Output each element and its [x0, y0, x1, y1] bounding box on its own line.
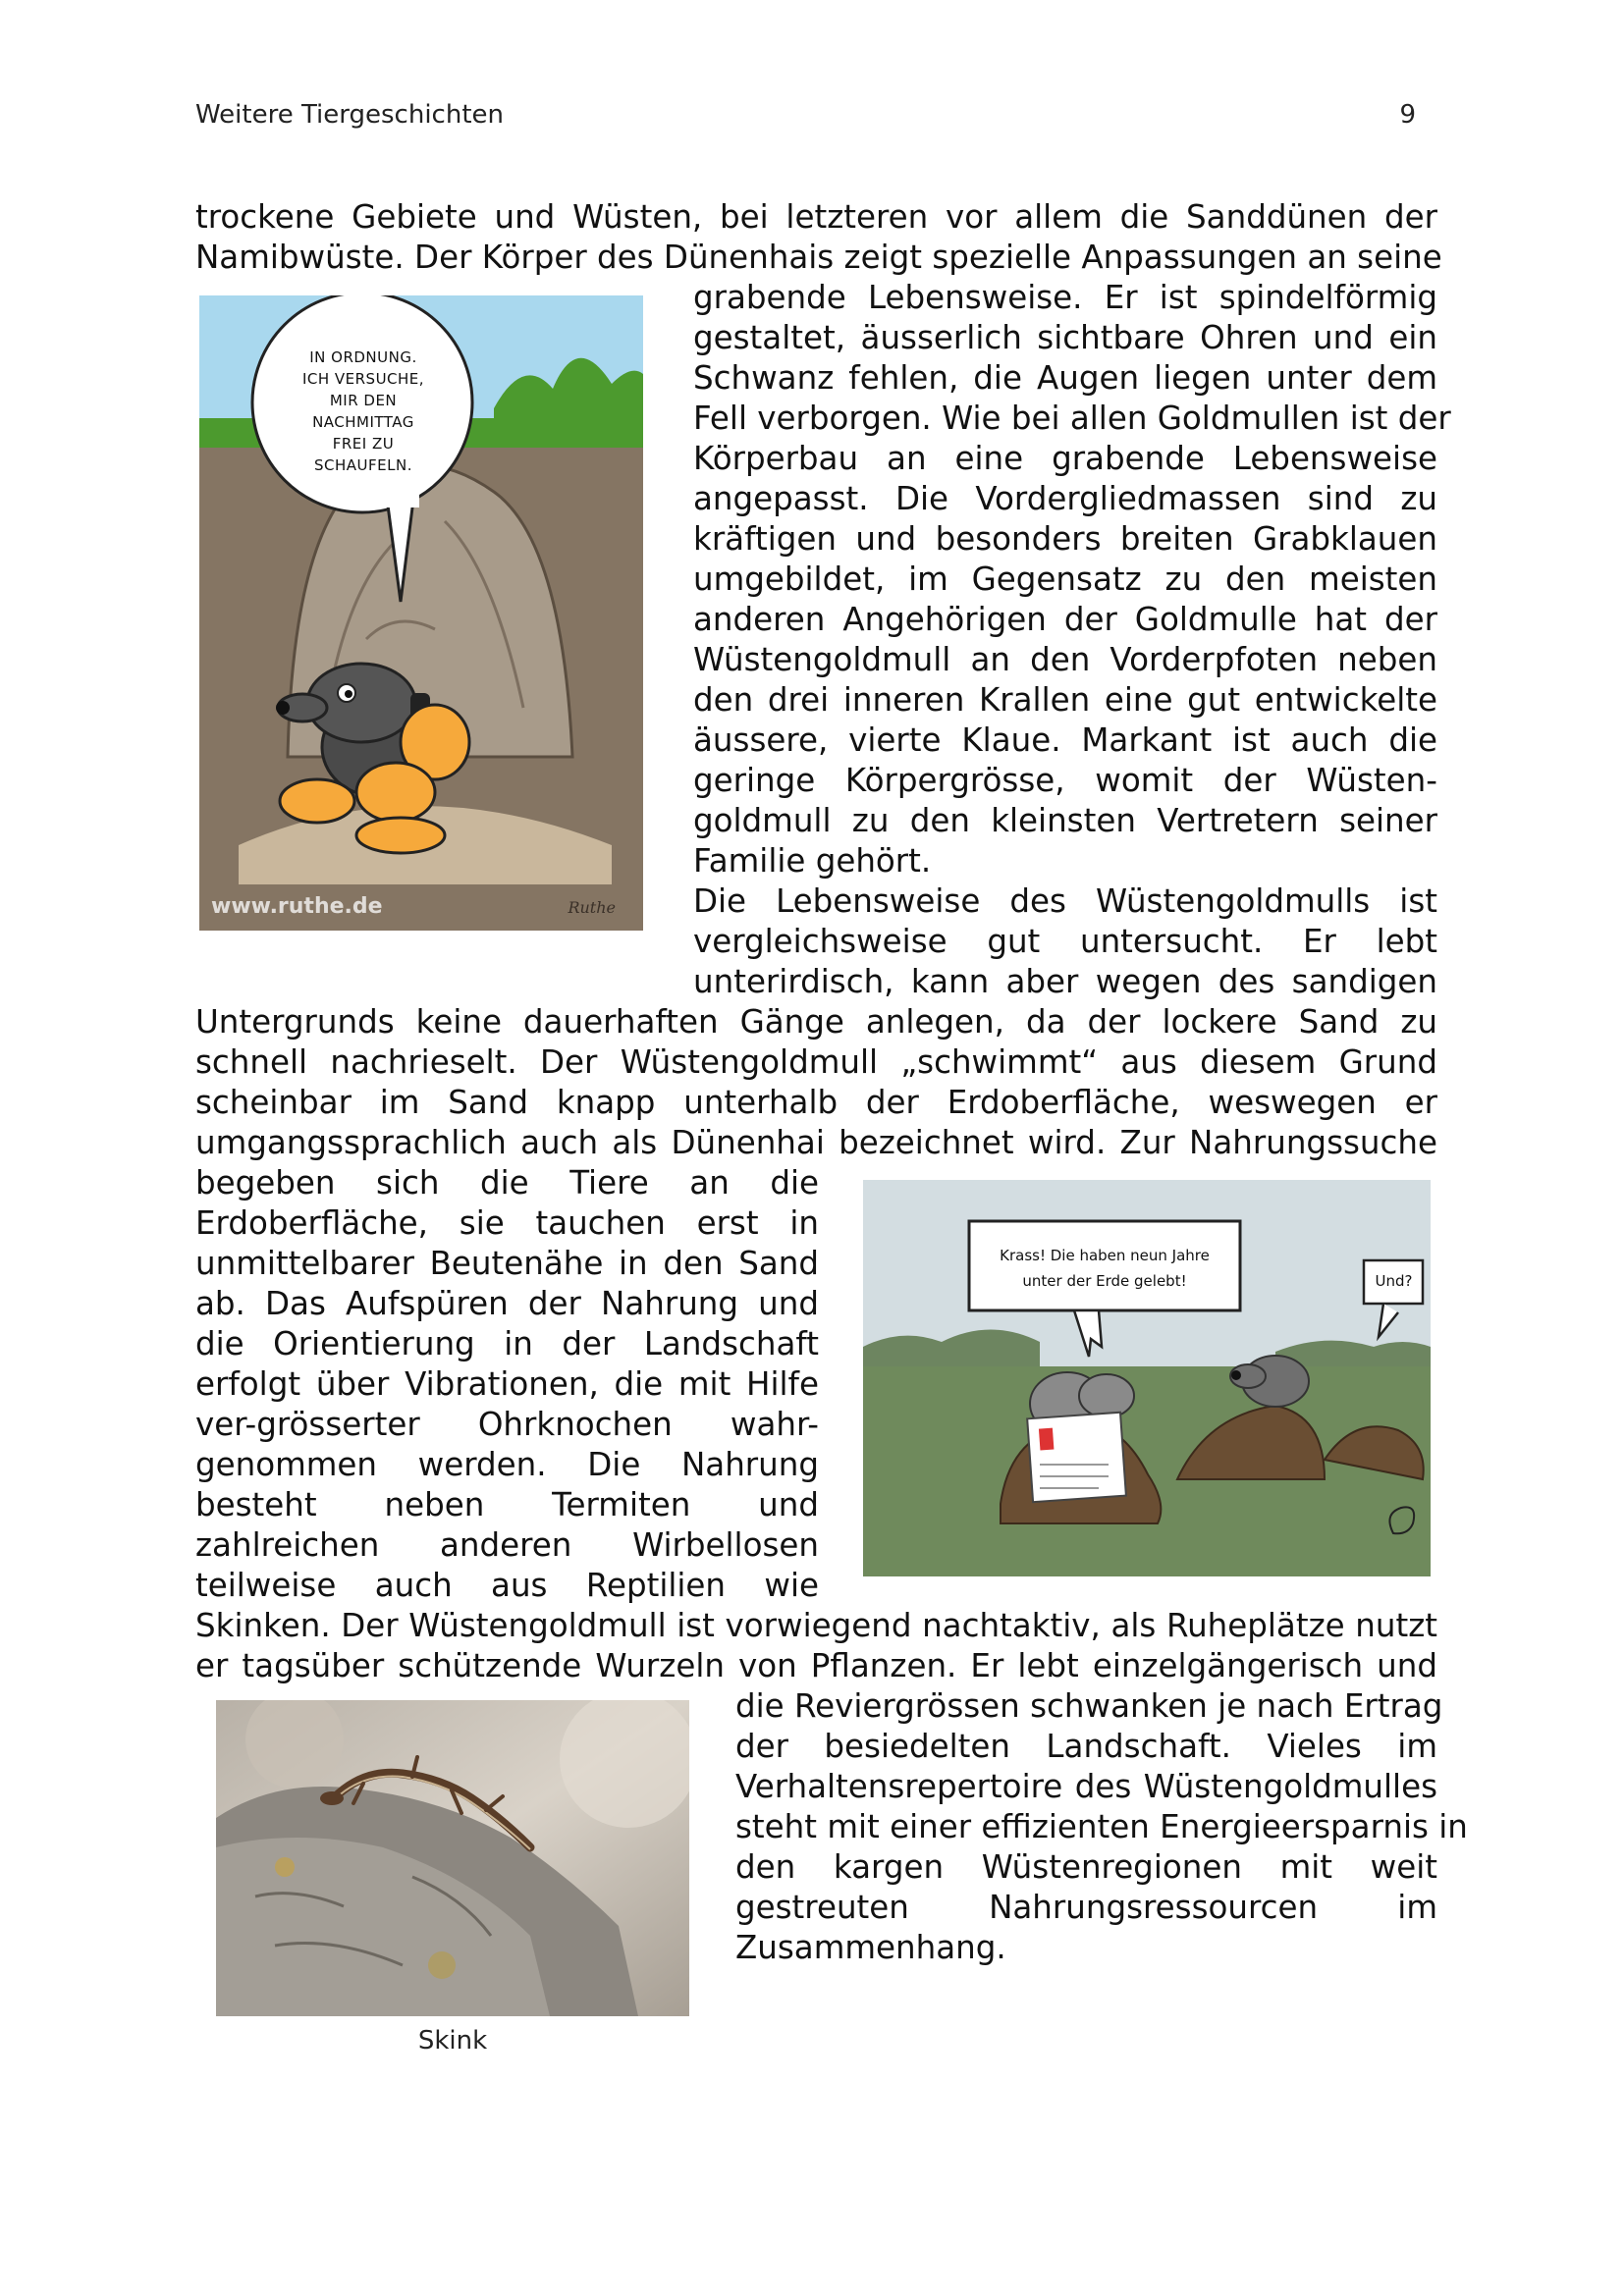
cartoon1-signature: Ruthe: [568, 898, 616, 917]
skink-photo: [216, 1700, 689, 2016]
text-line: grabende Lebensweise. Er ist spindelförmig: [693, 279, 1437, 316]
text-line: den drei inneren Krallen eine gut entwickelte: [693, 681, 1437, 719]
running-header-title: Weitere Tiergeschichten: [195, 100, 504, 130]
text-line: genommen werden. Die Nahrung: [195, 1446, 819, 1483]
text-line: Erdoberfläche, sie tauchen erst in: [195, 1204, 819, 1242]
text-line: den kargen Wüstenregionen mit weit: [735, 1848, 1437, 1886]
text-line: kräftigen und besonders breiten Grabklauen: [693, 520, 1437, 558]
text-line: Verhaltensrepertoire des Wüstengoldmulles: [735, 1768, 1437, 1805]
text-line: Zusammenhang.: [735, 1929, 1006, 1966]
text-line: anderen Angehörigen der Goldmulle hat der: [693, 601, 1437, 638]
cartoon1-speech-text: [270, 347, 457, 476]
moles-newspaper-cartoon-art: [863, 1180, 1431, 1576]
text-line: umgangssprachlich auch als Dünenhai bezeichnet wird. Zur Nahrungssuche: [195, 1124, 1437, 1161]
moles-newspaper-cartoon: [863, 1180, 1431, 1576]
text-line: Schwanz fehlen, die Augen liegen unter dem: [693, 359, 1437, 397]
speech-line: unter der Erde gelebt!: [1022, 1272, 1187, 1290]
text-line: zahlreichen anderen Wirbellosen: [195, 1526, 819, 1564]
text-line: trockene Gebiete und Wüsten, bei letzteren vor allem die Sanddünen der: [195, 198, 1437, 236]
text-line: äussere, vierte Klaue. Markant ist auch die: [693, 721, 1437, 759]
page-number: 9: [1399, 100, 1416, 130]
text-line: die Orientierung in der Landschaft: [195, 1325, 819, 1362]
speech-line: IN ORDNUNG.: [309, 348, 417, 366]
text-line: schnell nachrieselt. Der Wüstengoldmull „schwimmt“ aus diesem Grund: [195, 1043, 1437, 1081]
text-line: Körperbau an eine grabende Lebensweise: [693, 440, 1437, 477]
text-line: unmittelbarer Beutenähe in den Sand: [195, 1245, 819, 1282]
text-line: er tagsüber schützende Wurzeln von Pflanzen. Er lebt einzelgängerisch und: [195, 1647, 1437, 1684]
skink-photo-art: [216, 1700, 689, 2016]
text-line: umgebildet, im Gegensatz zu den meisten: [693, 561, 1437, 598]
skink-caption: Skink: [417, 2026, 488, 2056]
speech-line: NACHMITTAG: [312, 413, 414, 431]
text-line: teilweise auch aus Reptilien wie: [195, 1567, 819, 1604]
text-line: Familie gehört.: [693, 842, 932, 880]
text-line: Wüstengoldmull an den Vorderpfoten neben: [693, 641, 1437, 678]
text-line: vergleichsweise gut untersucht. Er lebt: [693, 923, 1437, 960]
text-line: Fell verborgen. Wie bei allen Goldmullen ist der: [693, 400, 1451, 437]
speech-line: Krass! Die haben neun Jahre: [1000, 1247, 1210, 1264]
text-line: Untergrunds keine dauerhaften Gänge anlegen, da der lockere Sand zu: [195, 1003, 1437, 1041]
cartoon2-speech-right: Und?: [1375, 1272, 1413, 1290]
text-line: die Reviergrössen schwanken je nach Ertrag: [735, 1687, 1443, 1725]
text-line: Namibwüste. Der Körper des Dünenhais zeigt spezielle Anpassungen an seine: [195, 239, 1442, 276]
speech-line: FREI ZU: [332, 435, 395, 453]
text-line: Die Lebensweise des Wüstengoldmulls ist: [693, 882, 1437, 920]
speech-line: SCHAUFELN.: [314, 456, 412, 474]
speech-line: MIR DEN: [329, 392, 398, 409]
text-line: erfolgt über Vibrationen, die mit Hilfe: [195, 1365, 819, 1403]
text-line: geringe Körpergrösse, womit der Wüsten-: [693, 762, 1437, 799]
mole-phone-cartoon: [199, 295, 643, 931]
text-line: besteht neben Termiten und: [195, 1486, 819, 1523]
cartoon2-speech-left: [973, 1243, 1236, 1294]
text-line: begeben sich die Tiere an die: [195, 1164, 819, 1201]
text-line: gestaltet, äusserlich sichtbare Ohren und ein: [693, 319, 1437, 356]
text-line: steht mit einer effizienten Energieersparnis in: [735, 1808, 1468, 1845]
text-line: unterirdisch, kann aber wegen des sandigen: [693, 963, 1437, 1000]
text-line: scheinbar im Sand knapp unterhalb der Erdoberfläche, weswegen er: [195, 1084, 1437, 1121]
text-line: der besiedelten Landschaft. Vieles im: [735, 1728, 1437, 1765]
text-line: ab. Das Aufspüren der Nahrung und: [195, 1285, 819, 1322]
speech-line: ICH VERSUCHE,: [301, 370, 425, 388]
text-line: Skinken. Der Wüstengoldmull ist vorwiegend nachtaktiv, als Ruheplätze nutzt: [195, 1607, 1437, 1644]
text-line: gestreuten Nahrungsressourcen im: [735, 1889, 1437, 1926]
text-line: angepasst. Die Vordergliedmassen sind zu: [693, 480, 1437, 517]
cartoon1-watermark: www.ruthe.de: [211, 894, 383, 919]
text-line: ver-grösserter Ohrknochen wahr-: [195, 1406, 819, 1443]
text-line: goldmull zu den kleinsten Vertretern seiner: [693, 802, 1437, 839]
